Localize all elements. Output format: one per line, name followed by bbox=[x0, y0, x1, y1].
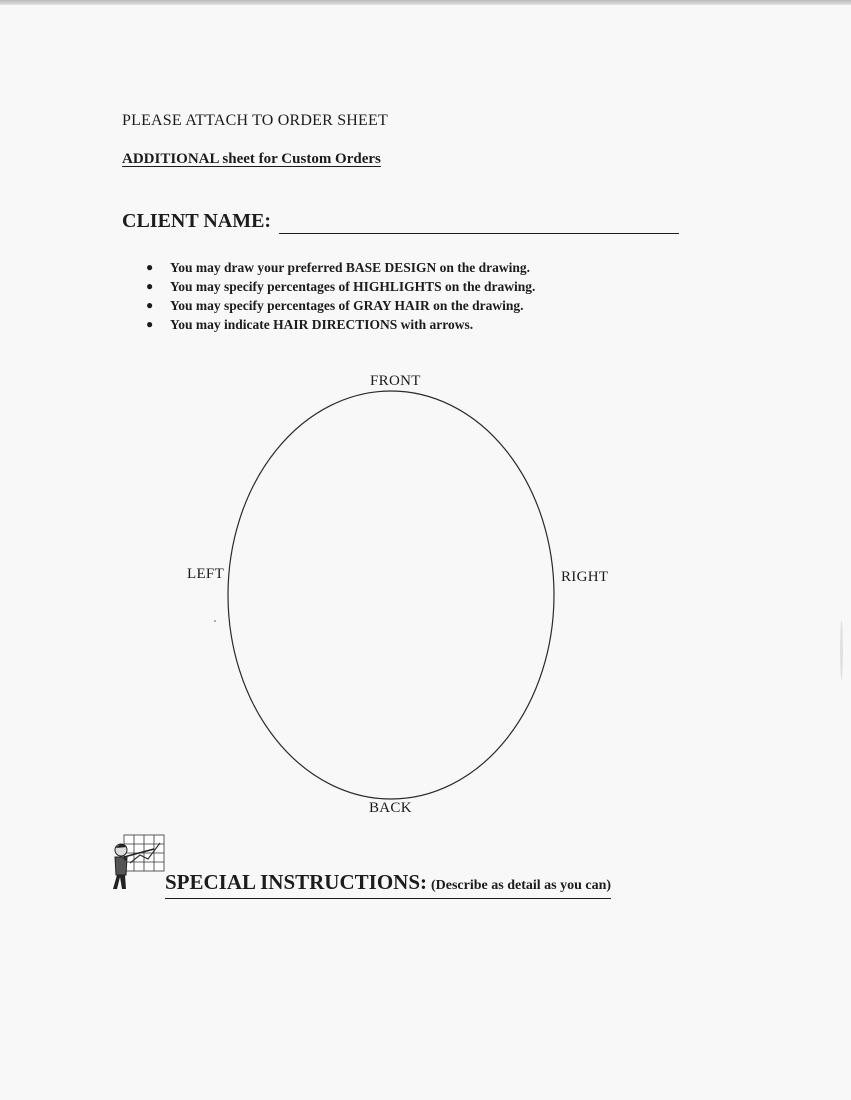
scan-speck bbox=[840, 620, 843, 680]
instruction-text: You may specify percentages of HIGHLIGHTS on the drawing. bbox=[170, 279, 536, 294]
scan-speck bbox=[214, 620, 216, 622]
instruction-text: You may draw your preferred BASE DESIGN on the drawing. bbox=[170, 260, 531, 275]
special-instructions-title: SPECIAL INSTRUCTIONS: bbox=[165, 870, 427, 894]
list-item bbox=[146, 277, 535, 296]
bullet-icon: ● bbox=[146, 260, 154, 274]
sheet-subtitle: ADDITIONAL sheet for Custom Orders bbox=[122, 151, 381, 167]
attach-note: PLEASE ATTACH TO ORDER SHEET bbox=[122, 112, 388, 129]
special-instructions-heading bbox=[165, 870, 611, 899]
bullet-icon: ● bbox=[146, 298, 154, 312]
client-name-field[interactable] bbox=[279, 209, 679, 234]
instruction-list bbox=[146, 258, 535, 334]
back-label: BACK bbox=[369, 800, 412, 816]
client-name-label: CLIENT NAME: bbox=[122, 210, 272, 232]
special-instructions-hint: (Describe as detail as you can) bbox=[431, 878, 612, 893]
instruction-text: You may specify percentages of GRAY HAIR on the drawing. bbox=[170, 298, 524, 313]
front-label: FRONT bbox=[370, 373, 421, 389]
list-item bbox=[146, 258, 535, 277]
head-outline-drawing[interactable] bbox=[226, 389, 560, 803]
presenter-with-chart-icon bbox=[110, 833, 166, 891]
bullet-icon: ● bbox=[146, 317, 154, 331]
right-label: RIGHT bbox=[561, 569, 609, 585]
instruction-text: You may indicate HAIR DIRECTIONS with arrows. bbox=[170, 317, 474, 332]
left-label: LEFT bbox=[187, 566, 225, 582]
head-ellipse[interactable] bbox=[228, 391, 554, 799]
bullet-icon: ● bbox=[146, 279, 154, 293]
scan-edge bbox=[0, 0, 851, 5]
list-item bbox=[146, 296, 535, 315]
client-name-row bbox=[122, 209, 679, 233]
list-item bbox=[146, 315, 535, 334]
